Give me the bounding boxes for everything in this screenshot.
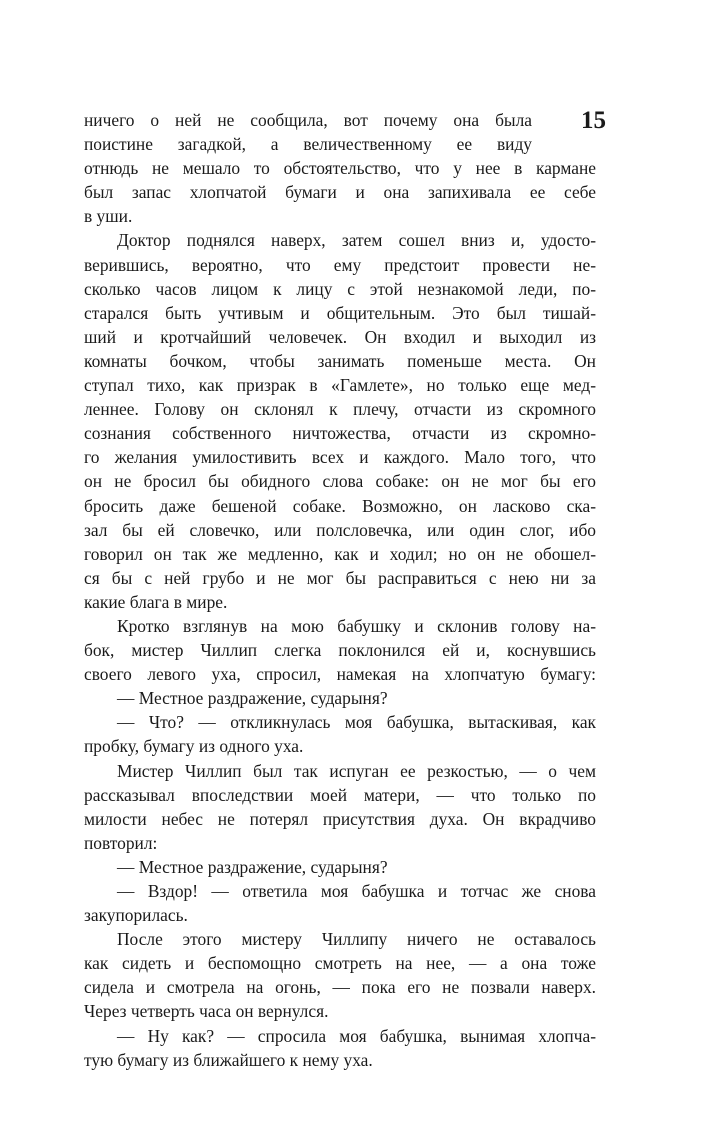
- text-line: — Местное раздражение, сударыня?: [117, 688, 388, 709]
- text-line: какие блага в мире.: [84, 591, 228, 612]
- text-line: говорил он так же медленно, как и ходил; но он не обошел-: [84, 543, 596, 564]
- text-line: ший и кротчайший человечек. Он входил и выходил из: [84, 326, 596, 347]
- text-line: в уши.: [84, 206, 133, 227]
- text-line: поистине загадкой, а величественному ее виду: [84, 134, 532, 155]
- text-line: — Вздор! — ответила моя бабушка и тотчас же снова: [117, 881, 596, 901]
- text-line: верившись, вероятно, что ему предстоит провести не-: [84, 254, 596, 275]
- text-line: пробку, бумагу из одного уха.: [84, 736, 304, 757]
- text-line: — Что? — откликнулась моя бабушка, вытаскивая, как: [117, 712, 596, 733]
- text-line: леннее. Голову он склонял к плечу, отчасти из скромного: [84, 399, 596, 420]
- text-line: Через четверть часа он вернулся.: [84, 1001, 329, 1022]
- text-line: ся бы с ней грубо и не мог бы расправиться с нею ни за: [84, 567, 596, 588]
- text-line: сколько часов лицом к лицу с этой незнакомой леди, по-: [84, 278, 596, 299]
- text-line: го желания умилостивить всех и каждого. Мало того, что: [84, 447, 596, 468]
- text-line: старался быть учтивым и общительным. Это был тишай-: [84, 302, 596, 323]
- text-line: Мистер Чиллип был так испуган ее резкостью, — о чем: [117, 760, 596, 781]
- text-line: ступал тихо, как призрак в «Гамлете», но только еще мед-: [84, 375, 596, 396]
- page-number: 15: [581, 107, 606, 134]
- text-line: тую бумагу из ближайшего к нему уха.: [84, 1049, 373, 1070]
- text-line: отнюдь не мешало то обстоятельство, что у нее в кармане: [84, 158, 596, 179]
- text-line: своего левого уха, спросил, намекая на хлопчатую бумагу:: [84, 664, 596, 685]
- text-line: повторил:: [84, 832, 158, 853]
- text-line: рассказывал впоследствии моей матери, — что только по: [84, 784, 596, 805]
- text-line: ничего о ней не сообщила, вот почему она была: [84, 110, 532, 130]
- text-line: — Ну как? — спросила моя бабушка, вынимая хлопча-: [117, 1025, 596, 1046]
- text-line: Кротко взглянув на мою бабушку и склонив голову на-: [117, 615, 596, 636]
- text-line: как сидеть и беспомощно смотреть на нее, — а она тоже: [84, 953, 596, 974]
- text-line: он не бросил бы обидного слова собаке: он не мог бы его: [84, 471, 596, 492]
- text-line: — Местное раздражение, сударыня?: [117, 856, 388, 877]
- text-line: закупорилась.: [84, 905, 188, 926]
- text-line: бок, мистер Чиллип слегка поклонился ей и, коснувшись: [84, 640, 596, 661]
- text-line: Доктор поднялся наверх, затем сошел вниз и, удосто-: [117, 230, 596, 251]
- text-line: комнаты бочком, чтобы занимать поменьше места. Он: [84, 350, 596, 371]
- text-line: бросить даже бешеной собаке. Возможно, он ласково ска-: [84, 495, 596, 516]
- text-line: сидела и смотрела на огонь, — пока его не позвали наверх.: [84, 977, 596, 998]
- text-line: зал бы ей словечко, или полсловечка, или один слог, ибо: [84, 519, 596, 540]
- text-line: После этого мистеру Чиллипу ничего не оставалось: [117, 929, 596, 950]
- body-text: [84, 108, 596, 1072]
- text-line: сознания собственного ничтожества, отчасти из скромно-: [84, 423, 596, 444]
- text-line: милости небес не потерял присутствия духа. Он вкрадчиво: [84, 808, 596, 829]
- text-line: был запас хлопчатой бумаги и она запихивала ее себе: [84, 182, 596, 203]
